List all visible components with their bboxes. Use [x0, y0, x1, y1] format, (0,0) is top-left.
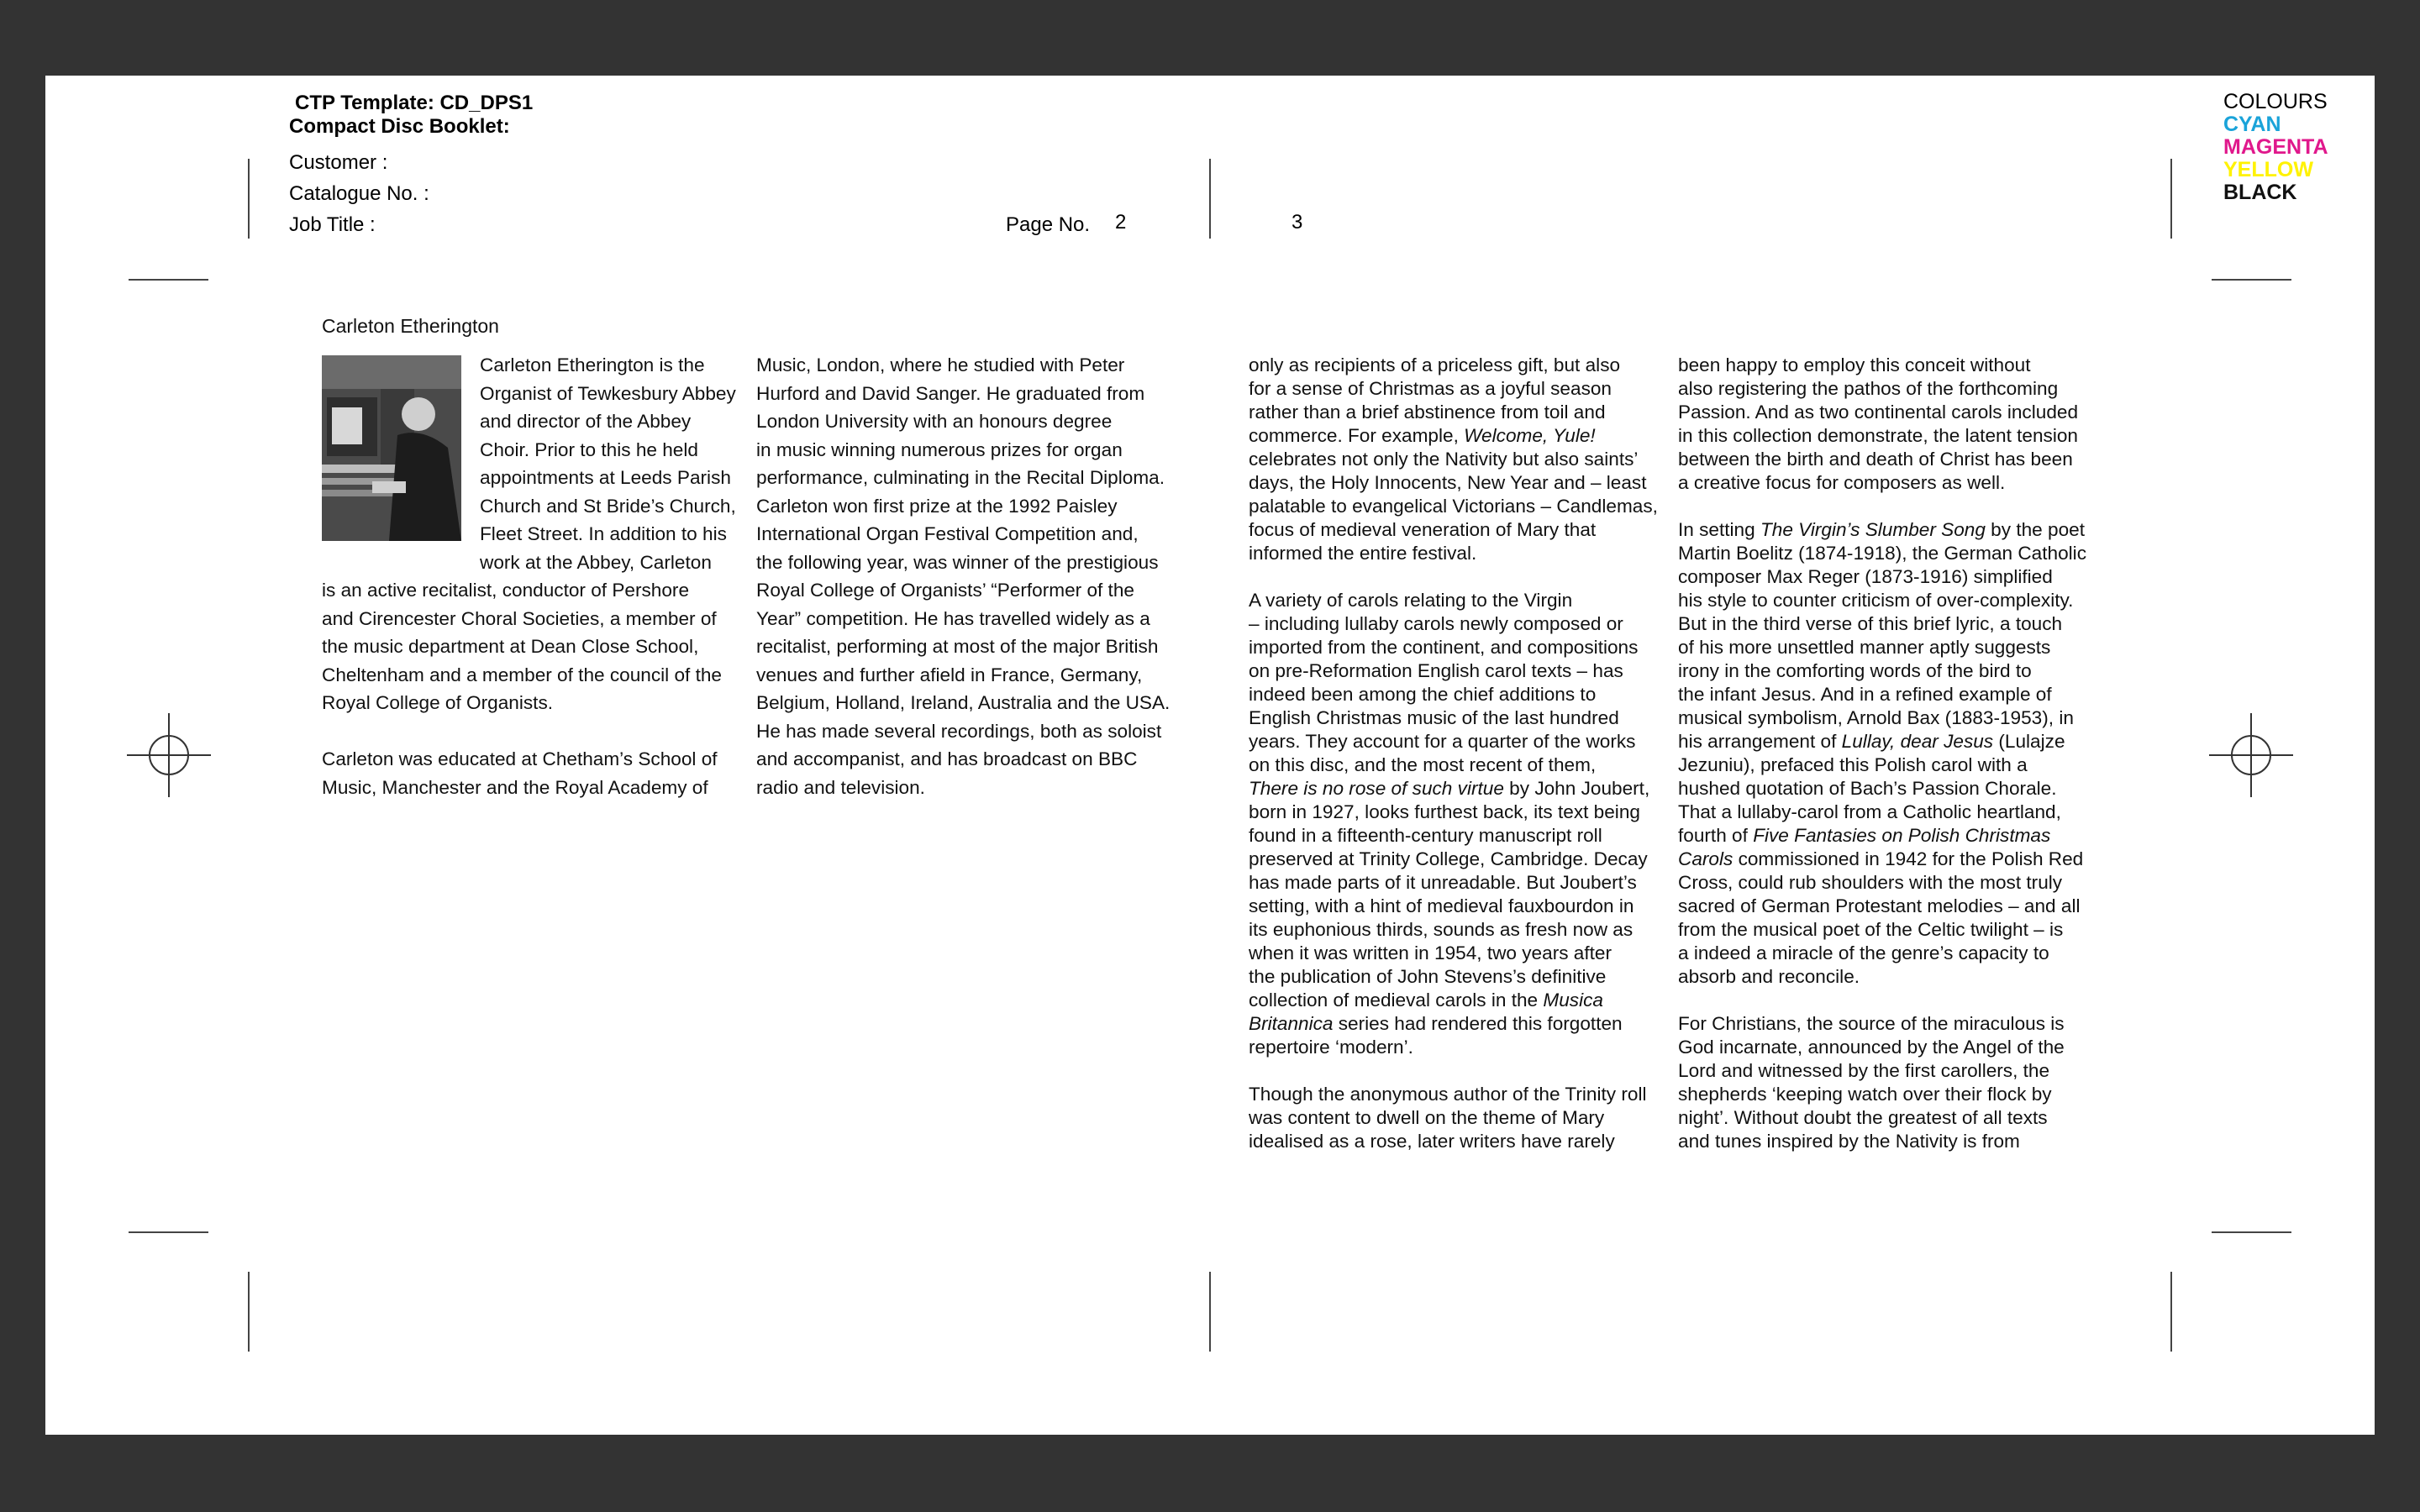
text-line: and accompanist, and has broadcast on BBC: [756, 748, 1138, 769]
text-line: sacred of German Protestant melodies – and all: [1678, 895, 2081, 916]
text-line: indeed been among the chief additions to: [1249, 684, 1597, 705]
text-line: only as recipients of a priceless gift, but also: [1249, 354, 1621, 375]
colour-yellow: YELLOW: [2223, 158, 2313, 181]
text-line: and tunes inspired by the Nativity is from: [1678, 1131, 2020, 1152]
text-line: irony in the comforting words of the bird to: [1678, 660, 2032, 681]
text-line: He has made several recordings, both as soloist: [756, 720, 1162, 742]
text-line: But in the third verse of this brief lyric, a touch: [1678, 613, 2063, 634]
page-number-left: 2: [1115, 211, 1127, 234]
crop-mark: [129, 1231, 208, 1233]
article-heading: Carleton Etherington: [322, 315, 499, 337]
text-line: years. They account for a quarter of the works: [1249, 731, 1636, 752]
text-line: Britannica series had rendered this forgotten: [1249, 1013, 1623, 1034]
colours-legend: [2223, 91, 2328, 204]
text-line: Royal College of Organists.: [322, 692, 554, 713]
text-line: performance, culminating in the Recital Diploma.: [756, 467, 1165, 488]
text-line: on this disc, and the most recent of them,: [1249, 754, 1597, 775]
text-line: fourth of Five Fantasies on Polish Christmas: [1678, 825, 2051, 846]
text-line: musical symbolism, Arnold Bax (1883-1953), in: [1678, 707, 2074, 728]
text-line: commerce. For example, Welcome, Yule!: [1249, 425, 1596, 446]
text-line: [1249, 1059, 1658, 1083]
text-line: Choir. Prior to this he held: [480, 438, 698, 460]
text-line: Carleton won first prize at the 1992 Paisley: [756, 495, 1118, 517]
text-line: idealised as a rose, later writers have rarely: [1249, 1131, 1615, 1152]
text-line: Music, London, where he studied with Peter: [756, 354, 1125, 375]
text-line: [1249, 565, 1658, 589]
text-line: Year” competition. He has travelled widely as a: [756, 607, 1150, 629]
text-line: is an active recitalist, conductor of Pershore: [322, 580, 690, 601]
text-line: was content to dwell on the theme of Mary: [1249, 1107, 1605, 1128]
text-line: venues and further afield in France, Germany,: [756, 664, 1143, 685]
text-line: in this collection demonstrate, the latent tension: [1678, 425, 2079, 446]
text-line: Music, Manchester and the Royal Academy of: [322, 776, 708, 798]
text-line: Cross, could rub shoulders with the most truly: [1678, 872, 2063, 893]
text-line: Belgium, Holland, Ireland, Australia and the USA.: [756, 692, 1171, 713]
text-line: Organist of Tewkesbury Abbey: [480, 382, 736, 404]
text-line: preserved at Trinity College, Cambridge. Decay: [1249, 848, 1648, 869]
text-line: and Cirencester Choral Societies, a member of: [322, 607, 717, 629]
text-line: hushed quotation of Bach’s Passion Chorale.: [1678, 778, 2057, 799]
colour-cyan: CYAN: [2223, 113, 2281, 136]
text-line: days, the Holy Innocents, New Year and – least: [1249, 472, 1647, 493]
text-line: God incarnate, announced by the Angel of the: [1678, 1037, 2065, 1058]
text-line: found in a fifteenth-century manuscript roll: [1249, 825, 1602, 846]
customer-label: Customer :: [289, 151, 388, 174]
catalogue-label: Catalogue No. :: [289, 182, 429, 205]
right-col2: [1678, 354, 2086, 1153]
left-col1-wrap: [480, 351, 736, 576]
text-line: [1678, 989, 2086, 1012]
text-line: his style to counter criticism of over-complexity.: [1678, 590, 2074, 611]
text-line: Though the anonymous author of the Trinity roll: [1249, 1084, 1647, 1105]
text-line: in music winning numerous prizes for organ: [756, 438, 1123, 460]
text-line: A variety of carols relating to the Virgin: [1249, 590, 1573, 611]
text-line: Carols commissioned in 1942 for the Polish Red: [1678, 848, 2084, 869]
text-line: Fleet Street. In addition to his: [480, 523, 727, 544]
registration-mark-icon: [2209, 713, 2293, 797]
text-line: focus of medieval veneration of Mary that: [1249, 519, 1597, 540]
crop-mark: [248, 1272, 250, 1352]
text-line: palatable to evangelical Victorians – Candlemas,: [1249, 496, 1658, 517]
text-line: – including lullaby carols newly composed or: [1249, 613, 1623, 634]
text-line: That a lullaby-carol from a Catholic heartland,: [1678, 801, 2061, 822]
text-line: a creative focus for composers as well.: [1678, 472, 2006, 493]
text-line: a indeed a miracle of the genre’s capacity to: [1678, 942, 2049, 963]
text-line: the music department at Dean Close School,: [322, 636, 699, 657]
colour-black: BLACK: [2223, 181, 2297, 204]
text-line: Cheltenham and a member of the council of the: [322, 664, 723, 685]
right-col1: [1249, 354, 1658, 1153]
text-line: the infant Jesus. And in a refined example of: [1678, 684, 2052, 705]
crop-mark: [248, 159, 250, 239]
crop-mark: [2212, 1231, 2291, 1233]
crop-mark: [2170, 159, 2172, 239]
text-line: born in 1927, looks furthest back, its text being: [1249, 801, 1640, 822]
text-line: collection of medieval carols in the Musica: [1249, 990, 1603, 1011]
text-line: imported from the continent, and compositions: [1249, 637, 1639, 658]
booklet-label: Compact Disc Booklet:: [289, 115, 510, 138]
organist-photo-icon: [322, 355, 461, 541]
text-line: Jezuniu), prefaced this Polish carol with a: [1678, 754, 2028, 775]
colours-title: COLOURS: [2223, 90, 2328, 113]
text-line: appointments at Leeds Parish: [480, 467, 731, 488]
text-line: night’. Without doubt the greatest of all texts: [1678, 1107, 2048, 1128]
text-line: been happy to employ this conceit without: [1678, 354, 2031, 375]
text-line: work at the Abbey, Carleton: [480, 551, 712, 573]
text-line: from the musical poet of the Celtic twilight – is: [1678, 919, 2064, 940]
text-line: its euphonious thirds, sounds as fresh now as: [1249, 919, 1634, 940]
text-line: between the birth and death of Christ has been: [1678, 449, 2073, 470]
job-title-label: Job Title :: [289, 213, 376, 236]
text-line: when it was written in 1954, two years after: [1249, 942, 1612, 963]
text-line: the following year, was winner of the prestigious: [756, 551, 1159, 573]
left-col1-full: [322, 576, 722, 801]
text-line: Passion. And as two continental carols included: [1678, 402, 2079, 423]
page-no-label: Page No.: [1006, 213, 1091, 236]
text-line: celebrates not only the Nativity but also saints’: [1249, 449, 1639, 470]
text-line: Church and St Bride’s Church,: [480, 495, 736, 517]
left-col2: [756, 351, 1170, 801]
text-line: on pre-Reformation English carol texts – has: [1249, 660, 1623, 681]
text-line: composer Max Reger (1873-1916) simplified: [1678, 566, 2053, 587]
text-line: also registering the pathos of the forthcoming: [1678, 378, 2059, 399]
text-line: radio and television.: [756, 776, 925, 798]
text-line: informed the entire festival.: [1249, 543, 1477, 564]
text-line: Lord and witnessed by the first carollers, the: [1678, 1060, 2050, 1081]
text-line: Martin Boelitz (1874-1918), the German Catholic: [1678, 543, 2086, 564]
crop-mark: [2170, 1272, 2172, 1352]
colour-magenta: MAGENTA: [2223, 135, 2328, 159]
registration-mark-icon: [127, 713, 211, 797]
text-line: absorb and reconcile.: [1678, 966, 1860, 987]
text-line: and director of the Abbey: [480, 411, 692, 432]
text-line: recitalist, performing at most of the major British: [756, 636, 1159, 657]
crop-mark: [2212, 279, 2291, 281]
text-line: the publication of John Stevens’s definitive: [1249, 966, 1607, 987]
text-line: International Organ Festival Competition and,: [756, 523, 1139, 544]
text-line: repertoire ‘modern’.: [1249, 1037, 1413, 1058]
text-line: Carleton was educated at Chetham’s School of: [322, 748, 718, 769]
text-line: for a sense of Christmas as a joyful season: [1249, 378, 1612, 399]
page-number-right: 3: [1292, 211, 1303, 234]
text-line: [1678, 495, 2086, 518]
text-line: his arrangement of Lullay, dear Jesus (Lulajze: [1678, 731, 2065, 752]
text-line: In setting The Virgin’s Slumber Song by the poet: [1678, 519, 2085, 540]
organist-photo: [322, 355, 461, 541]
text-line: rather than a brief abstinence from toil and: [1249, 402, 1606, 423]
text-line: of his more unsettled manner aptly suggests: [1678, 637, 2051, 658]
text-line: setting, with a hint of medieval fauxbourdon in: [1249, 895, 1634, 916]
text-line: Hurford and David Sanger. He graduated from: [756, 382, 1145, 404]
text-line: Royal College of Organists’ “Performer of the: [756, 580, 1134, 601]
crop-mark: [1209, 1272, 1211, 1352]
text-line: London University with an honours degree: [756, 411, 1113, 432]
crop-mark: [129, 279, 208, 281]
text-line: [322, 717, 722, 746]
text-line: has made parts of it unreadable. But Joubert’s: [1249, 872, 1637, 893]
text-line: There is no rose of such virtue by John Joubert,: [1249, 778, 1650, 799]
template-label: CTP Template: CD_DPS1: [295, 92, 534, 114]
text-line: shepherds ‘keeping watch over their flock by: [1678, 1084, 2052, 1105]
text-line: Carleton Etherington is the: [480, 354, 705, 375]
crop-mark: [1209, 159, 1211, 239]
text-line: English Christmas music of the last hundred: [1249, 707, 1619, 728]
text-line: For Christians, the source of the miraculous is: [1678, 1013, 2065, 1034]
